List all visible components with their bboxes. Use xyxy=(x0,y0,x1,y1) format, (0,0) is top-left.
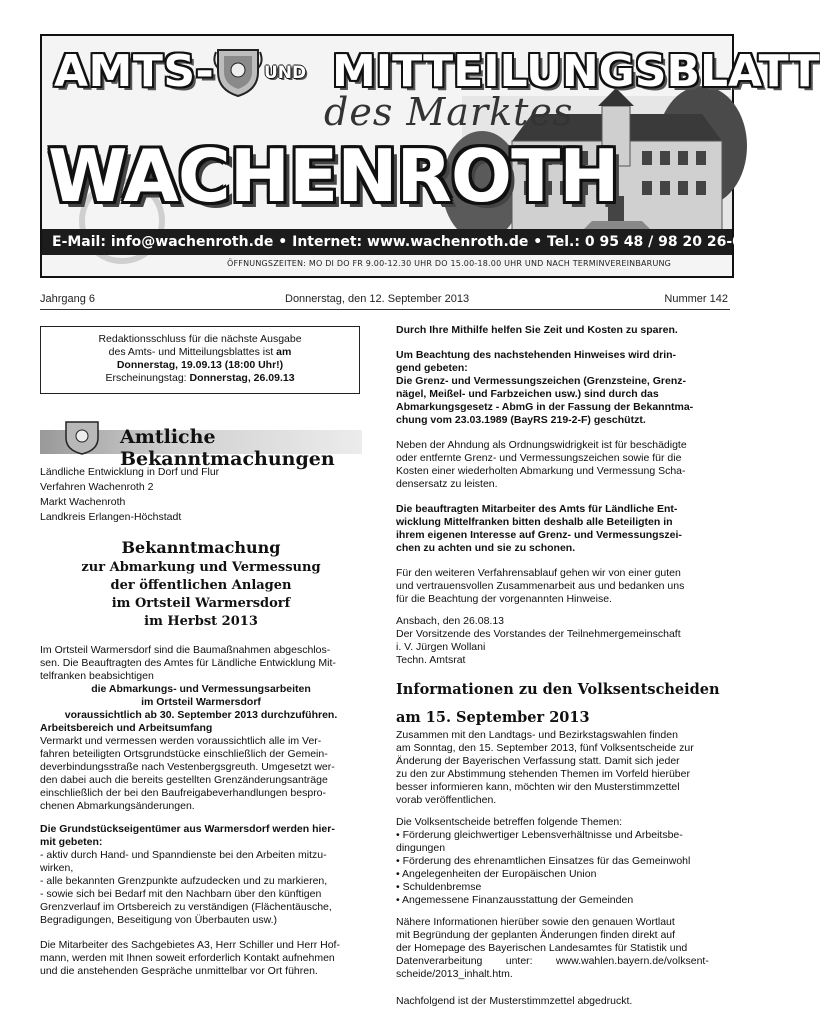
body-line: Nähere Informationen hierüber sowie den genauen Wortlaut xyxy=(396,916,675,928)
body-line: einschließlich der bei den Baufreigabeverhandlungen bespro- xyxy=(40,787,327,799)
list-item: - sowie sich bei Bedarf mit den Nachbarn über den künftigen xyxy=(40,888,322,900)
body-line-bold: nägel, Meißel- und Farbzeichen usw.) sind durch das xyxy=(396,388,659,400)
body-line: zu den zur Abstimmung stehenden Themen im Vorfeld hierüber xyxy=(396,768,690,780)
signature-line: Der Vorsitzende des Vorstandes der Teilnehmergemeinschaft xyxy=(396,628,681,640)
masthead-subtitle: des Marktes xyxy=(324,90,574,134)
body-line-bold: Durch Ihre Mithilfe helfen Sie Zeit und Kosten zu sparen. xyxy=(396,324,678,336)
body-line-bold: wicklung Mittelfranken bitten deshalb alle Beteiligten in xyxy=(396,516,673,528)
body-line: oder entfernte Grenz- und Vermessungszeichen sowie für die xyxy=(396,452,682,464)
body-line: mann, werden mit Ihnen soweit erforderlich Kontakt aufnehmen xyxy=(40,952,335,964)
section-title: Amtliche Bekanntmachungen xyxy=(120,426,335,470)
announcement-subtitle: im Ortsteil Warmersdorf xyxy=(111,596,291,611)
subheading: Arbeitsbereich und Arbeitsumfang xyxy=(40,722,213,734)
list-item: Begradigungen, Beseitigung von Überbauten usw.) xyxy=(40,914,277,926)
topic-item: • Angelegenheiten der Europäischen Union xyxy=(396,868,597,880)
list-item: wirken, xyxy=(40,862,74,874)
signature-line: i. V. Jürgen Wollani xyxy=(396,641,486,653)
address-line: Landkreis Erlangen-Höchstadt xyxy=(40,511,182,523)
body-line-bold: Um Beachtung des nachstehenden Hinweises wird drin- xyxy=(396,349,677,361)
body-line: telfranken beabsichtigen xyxy=(40,670,154,682)
coat-of-arms-icon xyxy=(60,418,104,456)
list-item: Grenzverlauf im Ortsbereich zu verständigen (Flächentäusche, xyxy=(40,901,332,913)
masthead-title-part1: AMTS- xyxy=(54,46,215,97)
deadline-line4-text: Erscheinungstag: xyxy=(105,372,187,384)
body-line: besser informieren kann, möchten wir den Musterstimmzettel xyxy=(396,781,680,793)
deadline-line1: Redaktionsschluss für die nächste Ausgabe xyxy=(98,333,302,345)
body-line-bold: Die Grenz- und Vermessungszeichen (Grenzsteine, Grenz- xyxy=(396,375,686,387)
body-line-bold: chung vom 23.03.1989 (BayRS 219-2-F) geschützt. xyxy=(396,414,646,426)
body-line: und vertrauensvollen Zusammenarbeit aus und bedanken uns xyxy=(396,580,685,592)
body-line: Datenverarbeitung unter: www.wahlen.bayern.de/volksent- xyxy=(396,955,709,967)
editorial-deadline-box xyxy=(40,326,360,394)
announcement-subtitle: im Herbst 2013 xyxy=(144,614,258,629)
topic-item: • Förderung gleichwertiger Lebensverhältnisse und Arbeitsbe- xyxy=(396,829,683,841)
masthead-contact: E-Mail: info@wachenroth.de • Internet: www.wachenroth.de • Tel.: 0 95 48 / 98 20 26-0 xyxy=(52,234,742,250)
announcement-subtitle: zur Abmarkung und Vermessung xyxy=(81,560,321,575)
issue-date: Donnerstag, den 12. September 2013 xyxy=(285,293,470,305)
body-line: Kosten einer wiederholten Abmarkung und Vermessung Scha- xyxy=(396,465,686,477)
body-line-bold: ihrem eigenen Interesse auf Grenz- und Vermessungszei- xyxy=(396,529,682,541)
address-line: Verfahren Wachenroth 2 xyxy=(40,481,154,493)
list-item: - alle bekannten Grenzpunkte aufzudecken und zu markieren, xyxy=(40,875,328,887)
address-line: Ländliche Entwicklung in Dorf und Flur xyxy=(40,466,220,478)
body-line: chenen Abmarkungsänderungen. xyxy=(40,800,195,812)
body-line: für die Beachtung der vorgenannten Hinweise. xyxy=(396,593,612,605)
body-line: deverbindungsstraße nach Vestenbergsgreuth. Umgesetzt wer- xyxy=(40,761,335,773)
body-line-bold: gend gebeten: xyxy=(396,362,468,374)
body-line-bold: die Abmarkungs- und Vermessungsarbeiten xyxy=(91,683,311,695)
body-line: Im Ortsteil Warmersdorf sind die Baumaßnahmen abgeschlos- xyxy=(40,644,331,656)
body-line: Nachfolgend ist der Musterstimmzettel abgedruckt. xyxy=(396,995,633,1007)
issue-number: Nummer 142 xyxy=(664,293,728,305)
body-line: vorab veröffentlichen. xyxy=(396,794,497,806)
info-subheading: am 15. September 2013 xyxy=(396,709,590,726)
body-line: fahren beteiligten Ortsgrundstücke einschließlich der Gemein- xyxy=(40,748,328,760)
info-heading: Informationen zu den Volksentscheiden xyxy=(396,681,720,698)
body-line-bold: Die beauftragten Mitarbeiter des Amts für Ländliche Ent- xyxy=(396,503,678,515)
body-line: sen. Die Beauftragten des Amtes für Ländliche Entwicklung Mit- xyxy=(40,657,336,669)
right-body xyxy=(396,324,730,667)
deadline-line4 xyxy=(41,372,359,385)
body-line: den dabei auch die bereits gestellten Grenzänderungsanträge xyxy=(40,774,328,786)
body-line: Zusammen mit den Landtags- und Bezirkstagswahlen finden xyxy=(396,729,678,741)
deadline-line3: Donnerstag, 19.09.13 (18:00 Uhr!) xyxy=(116,359,284,371)
body-line: Die Mitarbeiter des Sachgebietes A3, Herr Schiller und Herr Hof- xyxy=(40,939,340,951)
body-line: und die anstehenden Gespräche unmittelbar vor Ort führen. xyxy=(40,965,318,977)
deadline-line2-bold: am xyxy=(276,346,292,358)
subheading: Die Grundstückseigentümer aus Warmersdorf werden hier- xyxy=(40,823,335,835)
body-line-bold: im Ortsteil Warmersdorf xyxy=(141,696,261,708)
section-header xyxy=(40,418,362,470)
body-line: Die Volksentscheide betreffen folgende Themen: xyxy=(396,816,623,828)
body-line: densersatz zu leisten. xyxy=(396,478,498,490)
body-line-bold: voraussichtlich ab 30. September 2013 durchzuführen. xyxy=(64,709,338,721)
body-line: am Sonntag, den 15. September 2013, fünf Volksentscheide zur xyxy=(396,742,694,754)
body-line-bold: chen zu achten und sie zu schonen. xyxy=(396,542,576,554)
announcement-subtitle: der öffentlichen Anlagen xyxy=(110,578,292,593)
issue-line xyxy=(40,293,730,310)
masthead-hours: ÖFFNUNGSZEITEN: MO DI DO FR 9.00-12.30 UHR DO 15.00-18.00 UHR UND NACH TERMINVEREINBARUNG xyxy=(227,259,672,268)
deadline-line2-text: des Amts- und Mitteilungsblattes ist xyxy=(108,346,274,358)
masthead-town: WACHENROTH xyxy=(48,134,619,218)
coat-of-arms-icon xyxy=(212,42,264,98)
topic-item: • Förderung des ehrenamtlichen Einsatzes für das Gemeinwohl xyxy=(396,855,691,867)
subheading: mit gebeten: xyxy=(40,836,103,848)
body-line: Neben der Ahndung als Ordnungswidrigkeit ist für beschädigte xyxy=(396,439,687,451)
body-line: scheide/2013_inhalt.htm. xyxy=(396,968,513,980)
announcement-heading xyxy=(40,537,362,631)
address-line: Markt Wachenroth xyxy=(40,496,126,508)
list-item: - aktiv durch Hand- und Spanndienste bei den Arbeiten mitzu- xyxy=(40,849,327,861)
body-line-bold: Abmarkungsgesetz - AbmG in der Fassung der Bekanntma- xyxy=(396,401,694,413)
signature-line: Techn. Amtsrat xyxy=(396,654,466,666)
deadline-line4-bold: Donnerstag, 26.09.13 xyxy=(189,372,295,384)
body-line: mit Begründung der geplanten Änderungen finden direkt auf xyxy=(396,929,676,941)
masthead xyxy=(40,34,820,278)
topic-item: • Angemessene Finanzausstattung der Gemeinden xyxy=(396,894,634,906)
masthead-title-und: UND xyxy=(264,63,307,83)
body-line: der Homepage des Bayerischen Landesamtes für Statistik und xyxy=(396,942,688,954)
address-block xyxy=(40,465,362,525)
topic-item: dingungen xyxy=(396,842,446,854)
body-line: Vermarkt und vermessen werden voraussichtlich alle im Ver- xyxy=(40,735,322,747)
info-body xyxy=(396,729,730,1008)
left-body xyxy=(40,644,362,978)
announcement-title: Bekanntmachung xyxy=(121,538,281,557)
signature-line: Ansbach, den 26.08.13 xyxy=(396,615,505,627)
masthead-title-part2: MITTEILUNGSBLATT xyxy=(332,46,820,97)
body-line: Für den weiteren Verfahrensablauf gehen wir von einer guten xyxy=(396,567,681,579)
issue-jahrgang: Jahrgang 6 xyxy=(40,293,96,305)
topic-item: • Schuldenbremse xyxy=(396,881,482,893)
body-line: Änderung der Bayerischen Verfassung statt. Damit sich jeder xyxy=(396,755,680,767)
deadline-line2 xyxy=(41,346,359,359)
